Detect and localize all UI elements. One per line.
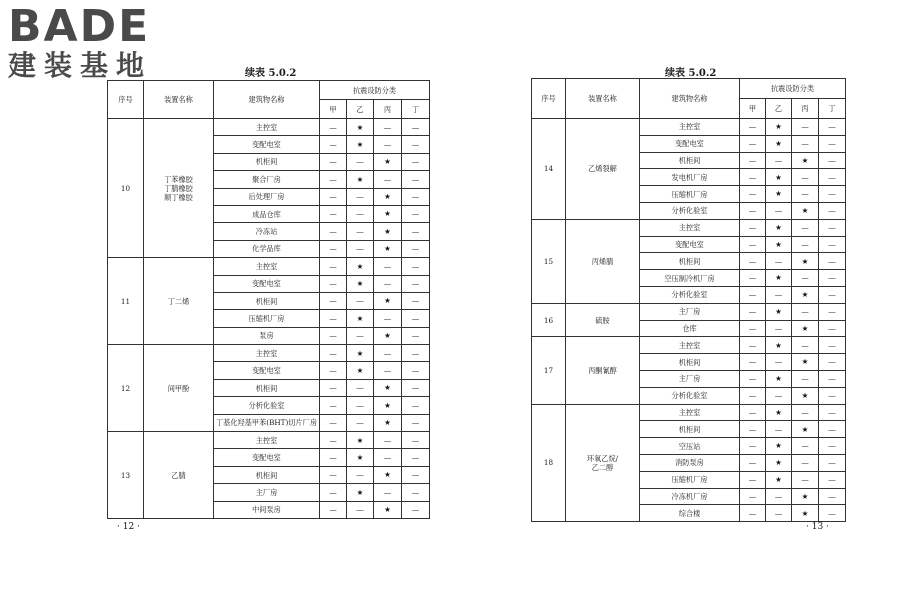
building-name-cell: 主控室 <box>214 432 320 449</box>
device-name-cell: 丙烯腈 <box>566 219 640 303</box>
building-name-cell: 机柜间 <box>214 153 320 170</box>
building-name-cell: 后处理厂房 <box>214 188 320 205</box>
dash-cell: — <box>740 471 766 488</box>
dash-cell: — <box>766 286 792 303</box>
dash-cell: — <box>766 253 792 270</box>
building-name-cell: 压缩机厂房 <box>214 310 320 327</box>
dash-cell: — <box>320 345 347 362</box>
building-name-cell: 压缩机厂房 <box>640 471 740 488</box>
dash-cell: — <box>347 501 374 518</box>
seq-cell: 10 <box>108 119 144 258</box>
dash-cell: — <box>819 169 846 186</box>
dash-cell: — <box>347 153 374 170</box>
header-class-b: 乙 <box>766 99 792 119</box>
star-icon: ★ <box>347 171 374 188</box>
dash-cell: — <box>740 320 766 337</box>
building-name-cell: 机柜间 <box>214 379 320 396</box>
device-name-cell: 丁苯橡胶 丁腈橡胶 顺丁橡胶 <box>144 119 214 258</box>
star-icon: ★ <box>766 404 792 421</box>
dash-cell: — <box>819 454 846 471</box>
dash-cell: — <box>402 484 430 501</box>
star-icon: ★ <box>766 119 792 136</box>
device-name-cell: 间甲酚 <box>144 345 214 432</box>
star-icon: ★ <box>792 320 819 337</box>
header-seismic-class: 抗震设防分类 <box>740 79 846 99</box>
header-seismic-class: 抗震设防分类 <box>320 81 430 100</box>
dash-cell: — <box>320 379 347 396</box>
star-icon: ★ <box>766 370 792 387</box>
building-name-cell: 主控室 <box>640 404 740 421</box>
header-device: 装置名称 <box>566 79 640 119</box>
dash-cell: — <box>740 303 766 320</box>
star-icon: ★ <box>347 310 374 327</box>
dash-cell: — <box>819 488 846 505</box>
star-icon: ★ <box>766 454 792 471</box>
dash-cell: — <box>792 119 819 136</box>
seq-cell: 14 <box>532 119 566 220</box>
dash-cell: — <box>402 345 430 362</box>
star-icon: ★ <box>374 205 402 222</box>
seq-cell: 12 <box>108 345 144 432</box>
star-icon: ★ <box>792 202 819 219</box>
dash-cell: — <box>402 171 430 188</box>
dash-cell: — <box>402 153 430 170</box>
dash-cell: — <box>374 275 402 292</box>
dash-cell: — <box>740 404 766 421</box>
dash-cell: — <box>402 466 430 483</box>
dash-cell: — <box>320 171 347 188</box>
dash-cell: — <box>402 397 430 414</box>
star-icon: ★ <box>347 362 374 379</box>
dash-cell: — <box>374 484 402 501</box>
star-icon: ★ <box>347 119 374 136</box>
header-seq: 序号 <box>532 79 566 119</box>
star-icon: ★ <box>792 387 819 404</box>
building-name-cell: 主厂房 <box>640 303 740 320</box>
star-icon: ★ <box>766 438 792 455</box>
building-name-cell: 冷冻机厂房 <box>640 488 740 505</box>
header-building: 建筑物名称 <box>214 81 320 119</box>
bade-logo <box>8 1 153 82</box>
dash-cell: — <box>402 362 430 379</box>
building-name-cell: 变配电室 <box>640 135 740 152</box>
device-name-cell: 丙酮氰醇 <box>566 337 640 404</box>
dash-cell: — <box>819 303 846 320</box>
star-icon: ★ <box>766 219 792 236</box>
dash-cell: — <box>792 303 819 320</box>
dash-cell: — <box>347 397 374 414</box>
dash-cell: — <box>740 488 766 505</box>
star-icon: ★ <box>792 505 819 522</box>
left-page-number: · 12 · <box>117 522 140 532</box>
dash-cell: — <box>374 171 402 188</box>
dash-cell: — <box>819 236 846 253</box>
dash-cell: — <box>819 202 846 219</box>
dash-cell: — <box>347 240 374 257</box>
dash-cell: — <box>347 414 374 431</box>
header-class-a: 甲 <box>740 99 766 119</box>
dash-cell: — <box>347 379 374 396</box>
table-row <box>532 404 846 421</box>
building-name-cell: 冷冻站 <box>214 223 320 240</box>
seq-cell: 15 <box>532 219 566 303</box>
dash-cell: — <box>740 505 766 522</box>
building-name-cell: 综合楼 <box>640 505 740 522</box>
dash-cell: — <box>320 362 347 379</box>
dash-cell: — <box>402 136 430 153</box>
dash-cell: — <box>402 310 430 327</box>
star-icon: ★ <box>374 501 402 518</box>
dash-cell: — <box>402 275 430 292</box>
dash-cell: — <box>792 236 819 253</box>
seq-cell: 17 <box>532 337 566 404</box>
dash-cell: — <box>740 286 766 303</box>
dash-cell: — <box>792 471 819 488</box>
dash-cell: — <box>819 471 846 488</box>
dash-cell: — <box>740 236 766 253</box>
building-name-cell: 主控室 <box>640 219 740 236</box>
dash-cell: — <box>792 186 819 203</box>
dash-cell: — <box>740 270 766 287</box>
dash-cell: — <box>740 253 766 270</box>
dash-cell: — <box>792 135 819 152</box>
device-name-cell: 硫胺 <box>566 303 640 337</box>
dash-cell: — <box>320 240 347 257</box>
dash-cell: — <box>347 223 374 240</box>
building-name-cell: 机柜间 <box>640 354 740 371</box>
header-class-a: 甲 <box>320 100 347 119</box>
device-name-cell: 乙腈 <box>144 432 214 519</box>
building-name-cell: 发电机厂房 <box>640 169 740 186</box>
dash-cell: — <box>819 404 846 421</box>
dash-cell: — <box>819 387 846 404</box>
dash-cell: — <box>792 438 819 455</box>
star-icon: ★ <box>347 449 374 466</box>
star-icon: ★ <box>374 379 402 396</box>
star-icon: ★ <box>766 337 792 354</box>
dash-cell: — <box>819 286 846 303</box>
star-icon: ★ <box>374 466 402 483</box>
dash-cell: — <box>320 484 347 501</box>
dash-cell: — <box>374 432 402 449</box>
dash-cell: — <box>766 354 792 371</box>
seq-cell: 13 <box>108 432 144 519</box>
dash-cell: — <box>320 327 347 344</box>
dash-cell: — <box>819 438 846 455</box>
building-name-cell: 化学品库 <box>214 240 320 257</box>
header-class-d: 丁 <box>819 99 846 119</box>
seq-cell: 11 <box>108 258 144 345</box>
star-icon: ★ <box>347 258 374 275</box>
dash-cell: — <box>819 253 846 270</box>
dash-cell: — <box>374 310 402 327</box>
star-icon: ★ <box>374 292 402 309</box>
star-icon: ★ <box>374 397 402 414</box>
header-class-b: 乙 <box>347 100 374 119</box>
dash-cell: — <box>347 205 374 222</box>
dash-cell: — <box>792 270 819 287</box>
device-name-cell: 乙烯裂解 <box>566 119 640 220</box>
dash-cell: — <box>402 379 430 396</box>
dash-cell: — <box>320 258 347 275</box>
dash-cell: — <box>320 119 347 136</box>
building-name-cell: 仓库 <box>640 320 740 337</box>
dash-cell: — <box>402 414 430 431</box>
header-class-d: 丁 <box>402 100 430 119</box>
right-table-caption: 续表 5.0.2 <box>665 68 717 79</box>
building-name-cell: 机柜间 <box>640 253 740 270</box>
dash-cell: — <box>740 354 766 371</box>
dash-cell: — <box>320 501 347 518</box>
building-name-cell: 机柜间 <box>214 292 320 309</box>
dash-cell: — <box>819 354 846 371</box>
star-icon: ★ <box>792 286 819 303</box>
dash-cell: — <box>740 421 766 438</box>
dash-cell: — <box>740 454 766 471</box>
dash-cell: — <box>819 337 846 354</box>
building-name-cell: 中间泵房 <box>214 501 320 518</box>
building-name-cell: 分析化验室 <box>214 397 320 414</box>
building-name-cell: 聚合厂房 <box>214 171 320 188</box>
dash-cell: — <box>402 258 430 275</box>
logo-wordmark: BADE <box>8 1 151 52</box>
building-name-cell: 空压制冷机厂房 <box>640 270 740 287</box>
dash-cell: — <box>320 275 347 292</box>
table-row <box>532 303 846 320</box>
device-name-cell: 环氧乙烷/ 乙二醇 <box>566 404 640 522</box>
dash-cell: — <box>792 169 819 186</box>
dash-cell: — <box>740 152 766 169</box>
dash-cell: — <box>320 397 347 414</box>
building-name-cell: 分析化验室 <box>640 286 740 303</box>
header-seq: 序号 <box>108 81 144 119</box>
dash-cell: — <box>320 432 347 449</box>
star-icon: ★ <box>792 253 819 270</box>
building-name-cell: 变配电室 <box>640 236 740 253</box>
star-icon: ★ <box>766 236 792 253</box>
right-page-number: · 13 · <box>806 522 829 532</box>
dash-cell: — <box>792 370 819 387</box>
building-name-cell: 分析化验室 <box>640 387 740 404</box>
header-building: 建筑物名称 <box>640 79 740 119</box>
star-icon: ★ <box>347 484 374 501</box>
dash-cell: — <box>402 240 430 257</box>
star-icon: ★ <box>766 270 792 287</box>
dash-cell: — <box>402 205 430 222</box>
dash-cell: — <box>374 258 402 275</box>
dash-cell: — <box>402 327 430 344</box>
star-icon: ★ <box>347 432 374 449</box>
dash-cell: — <box>347 188 374 205</box>
dash-cell: — <box>402 292 430 309</box>
dash-cell: — <box>792 337 819 354</box>
star-icon: ★ <box>374 153 402 170</box>
star-icon: ★ <box>347 345 374 362</box>
building-name-cell: 主厂房 <box>214 484 320 501</box>
building-name-cell: 空压站 <box>640 438 740 455</box>
dash-cell: — <box>374 119 402 136</box>
dash-cell: — <box>740 337 766 354</box>
dash-cell: — <box>320 136 347 153</box>
building-name-cell: 主控室 <box>214 345 320 362</box>
dash-cell: — <box>819 219 846 236</box>
dash-cell: — <box>819 152 846 169</box>
seq-cell: 16 <box>532 303 566 337</box>
dash-cell: — <box>766 320 792 337</box>
dash-cell: — <box>402 188 430 205</box>
building-name-cell: 机柜间 <box>640 152 740 169</box>
dash-cell: — <box>766 488 792 505</box>
dash-cell: — <box>740 169 766 186</box>
dash-cell: — <box>819 270 846 287</box>
dash-cell: — <box>766 387 792 404</box>
star-icon: ★ <box>374 223 402 240</box>
dash-cell: — <box>740 370 766 387</box>
building-name-cell: 泵房 <box>214 327 320 344</box>
dash-cell: — <box>402 119 430 136</box>
table-row <box>108 432 430 449</box>
dash-cell: — <box>320 310 347 327</box>
dash-cell: — <box>402 501 430 518</box>
dash-cell: — <box>766 505 792 522</box>
left-table-body <box>108 119 430 519</box>
logo-subtitle: 建装基地 <box>8 49 153 82</box>
star-icon: ★ <box>792 354 819 371</box>
dash-cell: — <box>320 414 347 431</box>
dash-cell: — <box>819 320 846 337</box>
table-row <box>108 258 430 275</box>
dash-cell: — <box>402 432 430 449</box>
star-icon: ★ <box>347 275 374 292</box>
table-row <box>532 119 846 136</box>
dash-cell: — <box>819 186 846 203</box>
table-row <box>108 345 430 362</box>
header-class-c: 丙 <box>374 100 402 119</box>
star-icon: ★ <box>766 303 792 320</box>
star-icon: ★ <box>792 152 819 169</box>
table-row <box>108 119 430 136</box>
star-icon: ★ <box>766 135 792 152</box>
building-name-cell: 主控室 <box>640 337 740 354</box>
dash-cell: — <box>320 205 347 222</box>
dash-cell: — <box>819 135 846 152</box>
dash-cell: — <box>402 449 430 466</box>
dash-cell: — <box>320 188 347 205</box>
dash-cell: — <box>740 387 766 404</box>
dash-cell: — <box>402 223 430 240</box>
dash-cell: — <box>320 449 347 466</box>
building-name-cell: 成品仓库 <box>214 205 320 222</box>
header-class-c: 丙 <box>792 99 819 119</box>
dash-cell: — <box>320 466 347 483</box>
star-icon: ★ <box>374 327 402 344</box>
star-icon: ★ <box>766 169 792 186</box>
header-device: 装置名称 <box>144 81 214 119</box>
dash-cell: — <box>740 202 766 219</box>
dash-cell: — <box>320 292 347 309</box>
dash-cell: — <box>792 404 819 421</box>
building-name-cell: 变配电室 <box>214 449 320 466</box>
dash-cell: — <box>819 505 846 522</box>
dash-cell: — <box>766 202 792 219</box>
table-row <box>532 337 846 354</box>
building-name-cell: 丁基化羟基甲苯(BHT)切片厂房 <box>214 414 320 431</box>
dash-cell: — <box>792 454 819 471</box>
dash-cell: — <box>740 186 766 203</box>
left-standard-table <box>107 80 430 519</box>
building-name-cell: 消防泵房 <box>640 454 740 471</box>
star-icon: ★ <box>792 488 819 505</box>
dash-cell: — <box>374 362 402 379</box>
star-icon: ★ <box>766 186 792 203</box>
building-name-cell: 分析化验室 <box>640 202 740 219</box>
star-icon: ★ <box>374 414 402 431</box>
dash-cell: — <box>374 345 402 362</box>
star-icon: ★ <box>374 240 402 257</box>
dash-cell: — <box>347 466 374 483</box>
building-name-cell: 主控室 <box>640 119 740 136</box>
right-table-body <box>532 119 846 522</box>
building-name-cell: 压缩机厂房 <box>640 186 740 203</box>
star-icon: ★ <box>792 421 819 438</box>
left-table-caption: 续表 5.0.2 <box>245 68 297 79</box>
star-icon: ★ <box>766 471 792 488</box>
dash-cell: — <box>347 292 374 309</box>
dash-cell: — <box>740 119 766 136</box>
building-name-cell: 变配电室 <box>214 362 320 379</box>
dash-cell: — <box>740 135 766 152</box>
dash-cell: — <box>819 119 846 136</box>
building-name-cell: 机柜间 <box>640 421 740 438</box>
dash-cell: — <box>819 370 846 387</box>
seq-cell: 18 <box>532 404 566 522</box>
dash-cell: — <box>374 449 402 466</box>
dash-cell: — <box>792 219 819 236</box>
dash-cell: — <box>347 327 374 344</box>
building-name-cell: 变配电室 <box>214 275 320 292</box>
dash-cell: — <box>740 438 766 455</box>
building-name-cell: 主控室 <box>214 119 320 136</box>
star-icon: ★ <box>374 188 402 205</box>
dash-cell: — <box>766 152 792 169</box>
dash-cell: — <box>374 136 402 153</box>
building-name-cell: 变配电室 <box>214 136 320 153</box>
right-standard-table <box>531 78 846 522</box>
dash-cell: — <box>320 223 347 240</box>
star-icon: ★ <box>347 136 374 153</box>
dash-cell: — <box>740 219 766 236</box>
dash-cell: — <box>819 421 846 438</box>
building-name-cell: 主厂房 <box>640 370 740 387</box>
device-name-cell: 丁二烯 <box>144 258 214 345</box>
building-name-cell: 机柜间 <box>214 466 320 483</box>
dash-cell: — <box>766 421 792 438</box>
table-row <box>532 219 846 236</box>
building-name-cell: 主控室 <box>214 258 320 275</box>
dash-cell: — <box>320 153 347 170</box>
